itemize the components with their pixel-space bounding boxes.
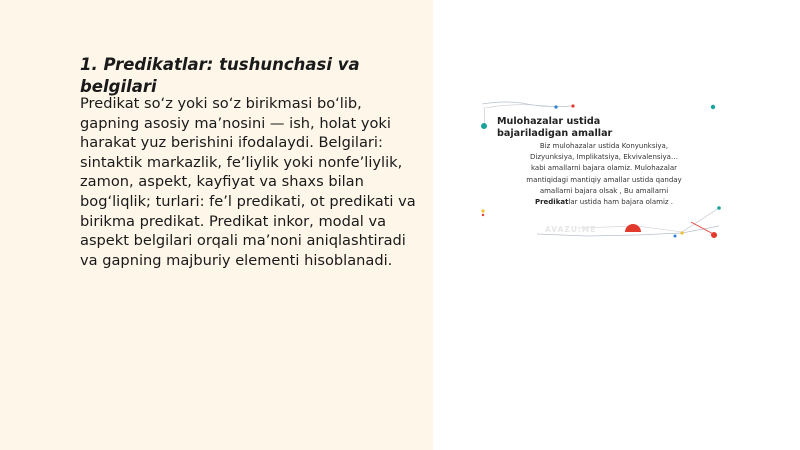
watermark-logo: AVAZU.ME [545,225,597,234]
slide-title: 1. Predikatlar: tushunchasi va belgilari [80,55,360,96]
thumbnail-text-line: mantiqidagi mantiqiy amallar ustida qanday [526,175,682,184]
thumbnail-text-line: kabi amallarni bajara olamiz. Mulohazalar [530,164,678,173]
teal-dot [481,123,487,129]
thumbnail-text-line [499,197,709,208]
thumbnail-text-rest: lar ustida ham bajara olamiz . [568,198,674,207]
thumbnail-title: Mulohazalar ustida bajariladigan amallar [497,116,613,139]
thumbnail-text [499,141,709,208]
red-semicircle [625,224,641,232]
slide-thumbnail-image [477,98,729,244]
thumbnail-text-line: Dizyunksiya, Implikatsiya, Ekvivalensiya… [530,153,678,162]
slide-body-text: Predikat so‘z yoki so‘z birikmasi bo‘lib, gapning asosiy ma’nosini — ish, holat yoki harakat yuz berishini ifodalaydi. Belgilari: sintaktik markazlik, fe’liylik yoki nonfe’liylik, zamon, aspekt, kayfiyat va shaxs bilan bog‘liqlik; turlari: fe’l predikati, ot predikati va birikma predikat. Predikat inkor, modal va aspekt belgilari orqali ma’noni aniqlashtiradi va gapning majburiy elementi hisoblanadi. [80,95,416,269]
thumbnail-text-line: amallarni bajara olsak , Bu amallarni [539,186,669,195]
thumbnail-text-line: Biz mulohazalar ustida Konyunksiya, [539,142,669,150]
thumbnail-bold-word: Predikat [534,198,569,207]
